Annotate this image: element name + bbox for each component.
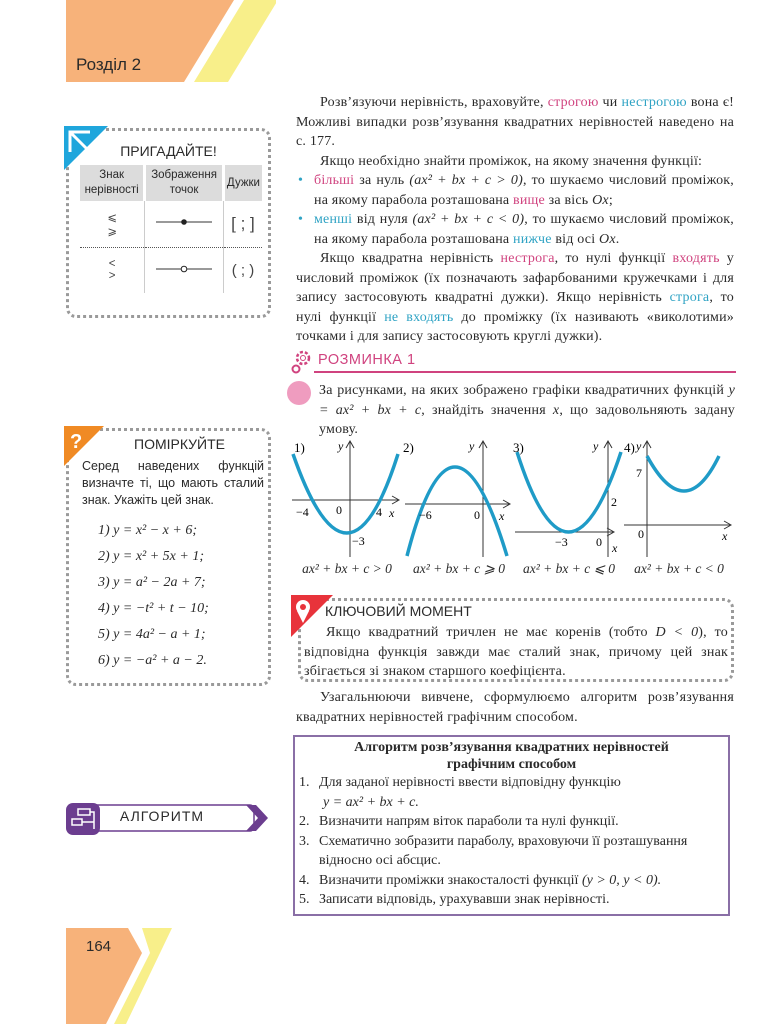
graph-1: [290, 440, 402, 558]
filled-point-icon: [154, 217, 214, 227]
algorithm-step: 5. Записати відповідь, урахувавши знак нерівності.: [299, 892, 610, 907]
col-points: Зображення точок: [145, 165, 224, 201]
remember-title: ПРИГАДАЙТЕ!: [120, 143, 217, 159]
tick-label: 7: [636, 466, 642, 480]
graph-label: 1): [294, 440, 305, 455]
tick-label: 2: [611, 495, 617, 509]
think-title: ПОМІРКУЙТЕ: [134, 436, 225, 452]
think-item: 4) y = −t² + t − 10;: [98, 601, 209, 616]
axis-y-label: y: [593, 440, 599, 453]
intro-text: Розв’язуючи нерівність, враховуйте, строгою чи нестрогою вона є! Можливі випадки розв’язування квадратних нерівностей наведено на с. 177. Якщо необхідно знайти проміжок, на якому значення функції: • більші за нуль (ax² + bx + c > 0), то шукаємо числовий проміжок, на якому парабола розташована вище за вісь Ox; • менші від нуля (ax² + bx + c < 0), то шукаємо числовий проміжок, на якому парабола розташована нижче від осі Ox. Якщо квадратна нерівність нестрога, то нулі функції входять у числовий проміжок (їх позначають зафарбованими кружечками і для запису застосовують квадратні дужки). Якщо нерівність строга, то нулі функції не входять до проміжку (їх називають «виколотими» точками і для запису застосовують круглі дужки).: [296, 93, 734, 347]
algorithm-step: 4. Визначити проміжки знакосталості функції (y > 0, y < 0).: [299, 872, 662, 888]
axis-y-label: y: [338, 440, 344, 453]
svg-text:?: ?: [70, 431, 83, 453]
col-sign: Знак нерівності: [80, 165, 145, 201]
tick-label: −6: [419, 508, 432, 522]
algorithm-badge-label: АЛГОРИТМ: [119, 808, 205, 824]
section-title: Розділ 2: [76, 55, 142, 74]
col-brackets: Дужки: [223, 165, 262, 201]
algorithm-steps: [295, 773, 728, 910]
graph-2-condition: ax² + bx + c ⩾ 0: [412, 561, 506, 576]
graph-label: 3): [513, 440, 524, 455]
graph-4: [622, 440, 734, 558]
think-item: 3) y = a² − 2a + 7;: [98, 575, 206, 590]
tick-label: −3: [555, 535, 568, 549]
algorithm-step: 1. Для заданої нерівності ввести відповідну функцію y = ax² + bx + c.: [299, 775, 621, 810]
hollow-point-icon: [154, 264, 214, 274]
graph-4-condition: ax² + bx + c < 0: [634, 561, 724, 576]
axis-y-label: y: [469, 440, 475, 453]
graph-3-condition: ax² + bx + c ⩽ 0: [522, 561, 616, 576]
graph-2: [403, 440, 515, 558]
tick-label: 0: [474, 508, 480, 522]
algorithm-step: 2. Визначити напрям віток параболи та нулі функції.: [299, 814, 619, 829]
tick-label: −3: [352, 534, 365, 548]
tick-label: 4: [376, 505, 382, 519]
graph-1-condition: ax² + bx + c > 0: [302, 561, 392, 576]
task-marker-icon: [287, 381, 311, 405]
graph-label: 4): [624, 440, 635, 455]
parabola: [517, 452, 621, 532]
axis-x-label: x: [389, 506, 395, 520]
footer-banner: [66, 928, 176, 1024]
tick-label: 0: [638, 527, 644, 541]
key-moment-text: Якщо квадратний тричлен не має коренів (тобто D < 0), то відповідна функція завжди має сталий знак, причому цей знак збігається зі знаком старшого коефіцієнта.: [304, 625, 728, 679]
key-moment-title: КЛЮЧОВИЙ МОМЕНТ: [325, 603, 472, 619]
think-list: [98, 518, 209, 674]
tick-label: −4: [296, 505, 309, 519]
page-number: 164: [86, 938, 112, 955]
axis-y-label: y: [636, 440, 642, 453]
parabola: [293, 454, 398, 533]
graph-3: [513, 440, 625, 558]
graph-label: 2): [403, 440, 414, 455]
gear-icon: [290, 348, 316, 374]
think-item: 6) y = −a² + a − 2.: [98, 653, 207, 668]
warmup-rule: [314, 371, 736, 373]
algorithm-step: 3. Схематично зобразити параболу, враховуючи її розташування відносно осі абсцис.: [299, 833, 688, 868]
axis-x-label: x: [499, 509, 505, 523]
tick-label: 0: [336, 503, 342, 517]
remember-table: Знак нерівності Зображення точок Дужки ⩽ ⩾ [ ; ] < > ( ; ): [80, 165, 262, 293]
tick-label: 0: [596, 535, 602, 549]
warmup-text: За рисунками, на яких зображено графіки квадратичних функцій y = ax² + bx + c, знайдіть значення x, що задовольняють задану умову.: [319, 383, 735, 437]
axis-x-label: x: [612, 541, 618, 555]
axis-x-label: x: [722, 529, 728, 543]
think-item: 2) y = x² + 5x + 1;: [98, 549, 205, 564]
algorithm-box: [293, 735, 730, 916]
think-text: Серед наведених функцій визначте ті, що мають сталий знак. Укажіть цей знак.: [82, 459, 264, 507]
think-item: 5) y = 4a² − a + 1;: [98, 627, 206, 642]
summary-text: Узагальнюючи вивчене, сформулюємо алгоритм розв’язування квадратних нерівностей графічним способом.: [296, 690, 734, 725]
warmup-title: РОЗМИНКА 1: [318, 352, 416, 368]
think-item: 1) y = x² − x + 6;: [98, 523, 198, 538]
parabola: [647, 456, 719, 491]
algorithm-title: Алгоритм розв’язування квадратних нерівностей графічним способом: [354, 740, 669, 772]
